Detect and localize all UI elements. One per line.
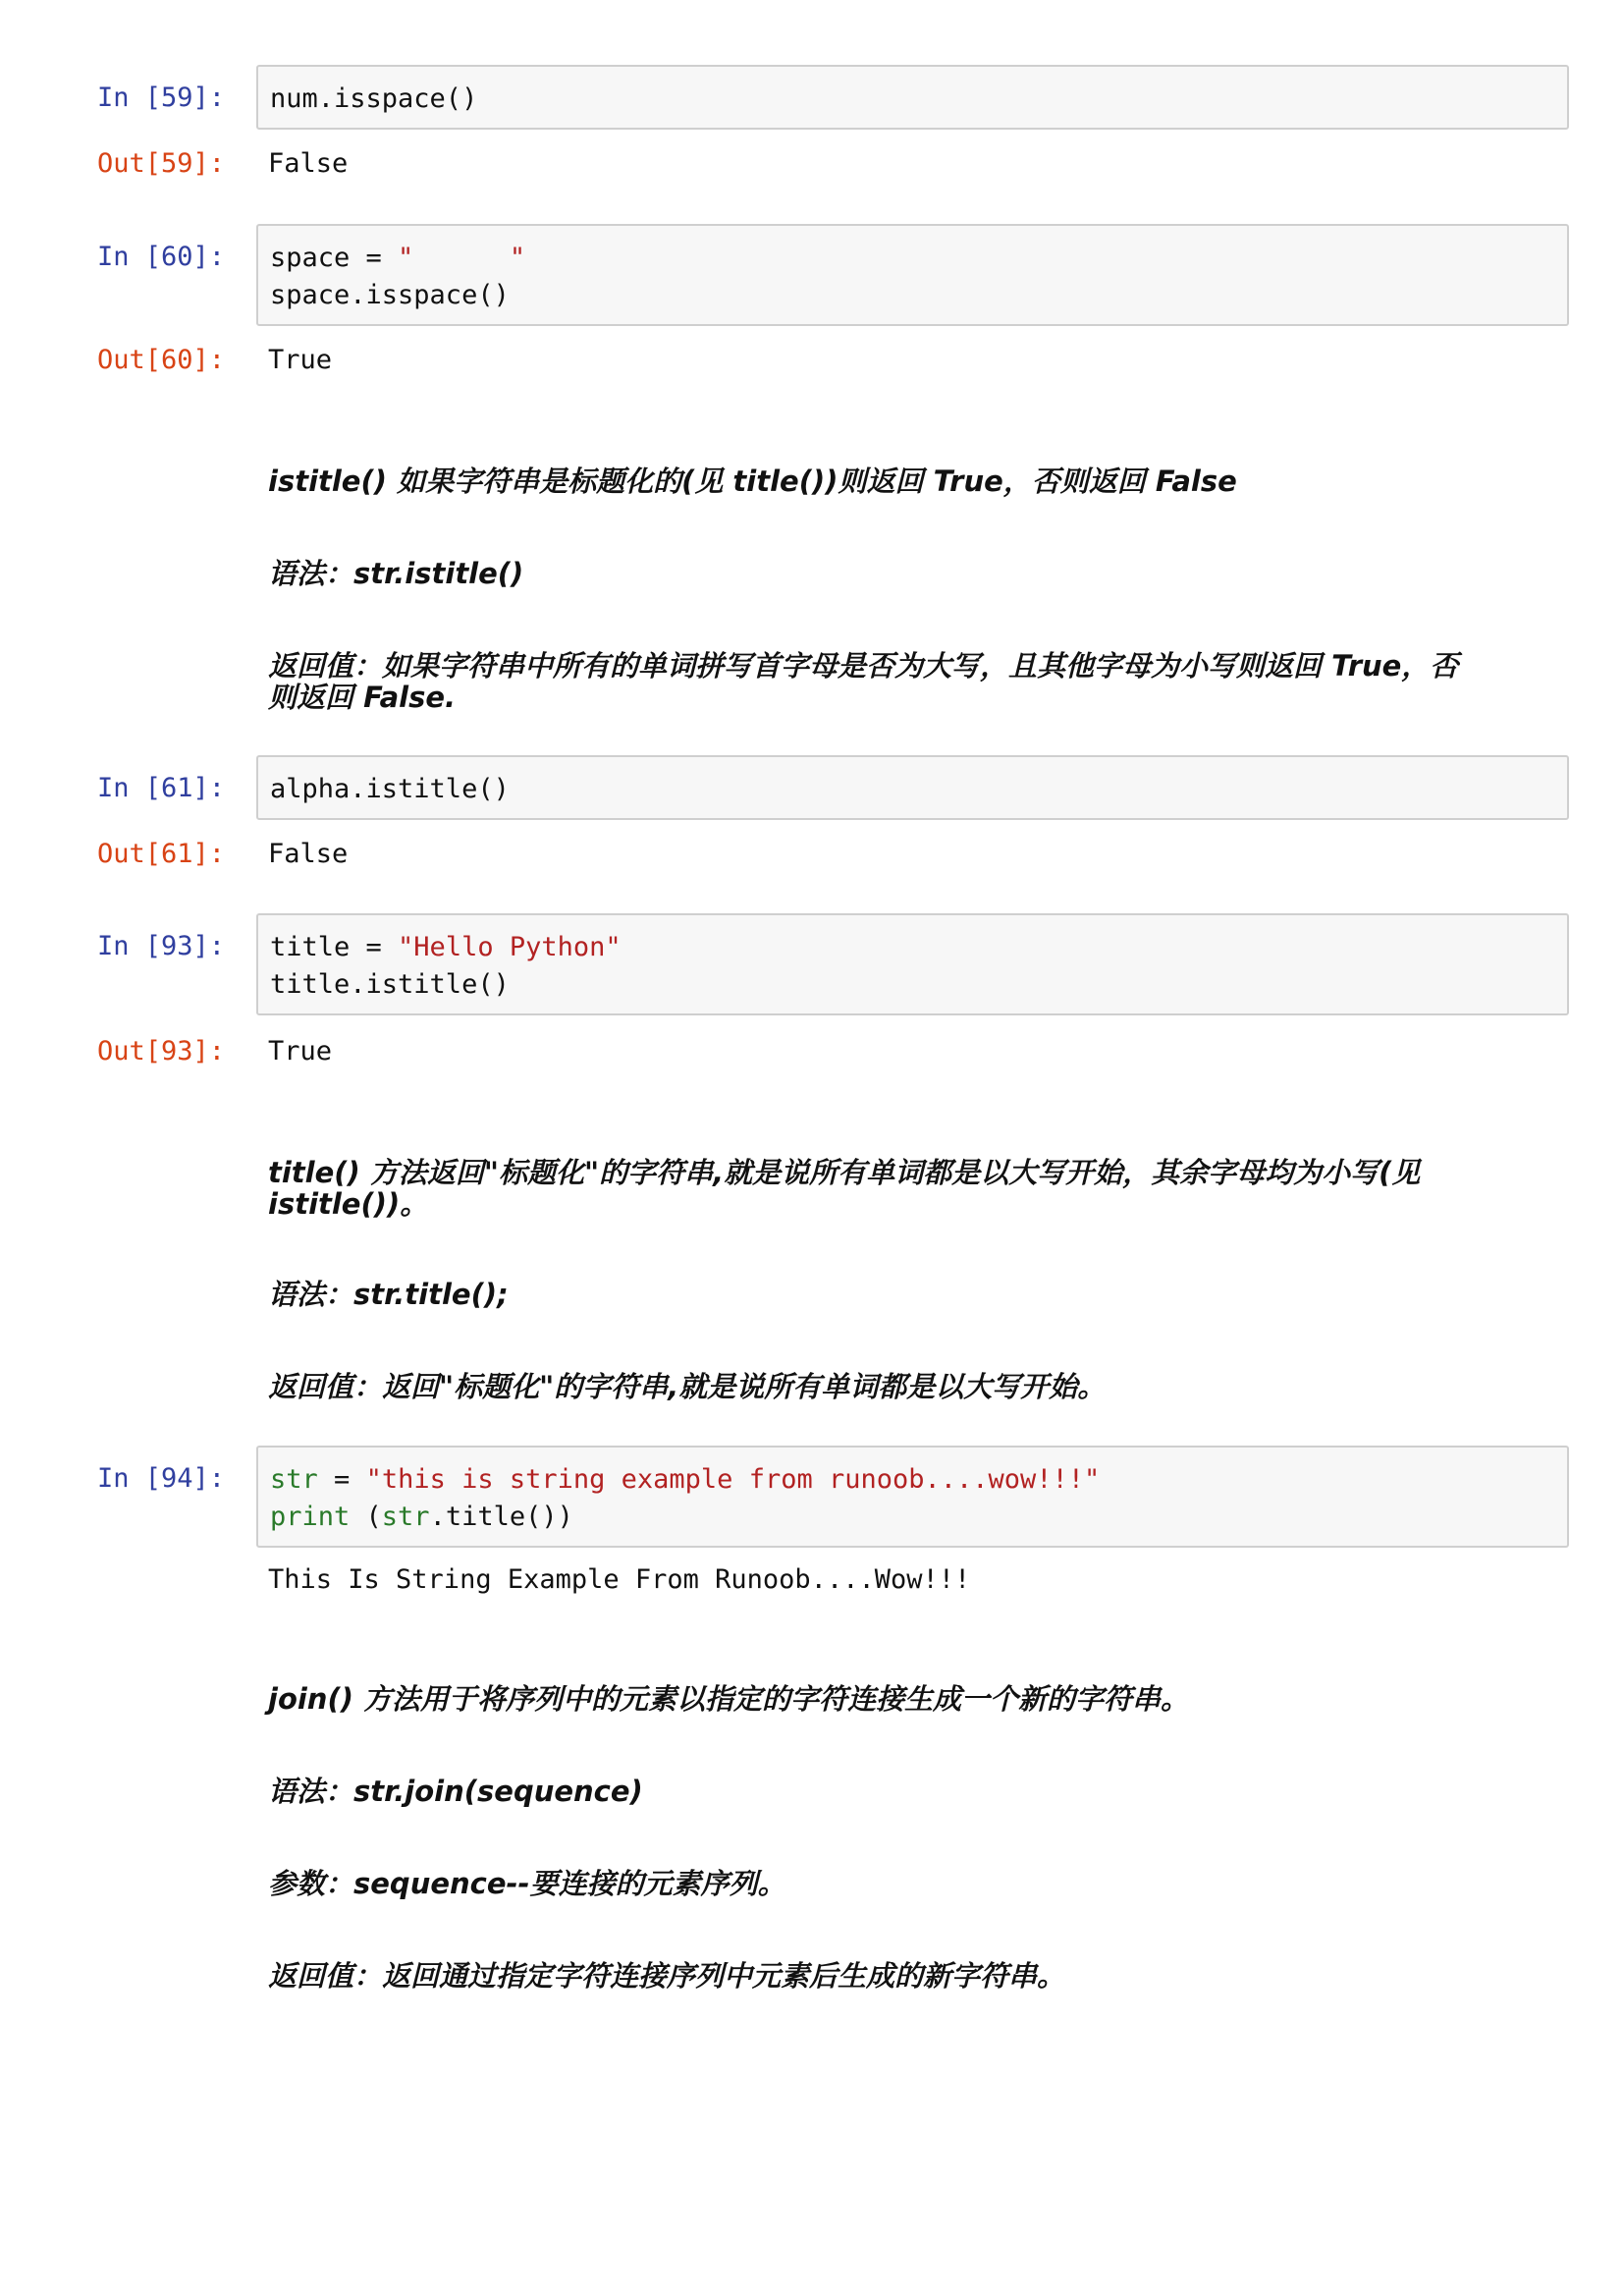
in-prompt: In [59]: <box>97 82 226 113</box>
code-cell[interactable] <box>256 913 1569 1015</box>
cell-output: False <box>268 148 349 179</box>
string-literal: "Hello Python" <box>398 932 622 962</box>
markdown-text: 参数：sequence--要连接的元素序列。 <box>268 1867 786 1900</box>
cell-output: False <box>268 839 349 869</box>
code-cell[interactable] <box>256 224 1569 326</box>
out-prompt: Out[93]: <box>97 1036 226 1066</box>
out-prompt: Out[60]: <box>97 345 226 375</box>
code-line <box>270 1499 1555 1536</box>
code-line: alpha.istitle() <box>270 774 510 804</box>
markdown-text: 语法：str.title(); <box>268 1278 509 1311</box>
code-line: title.istitle() <box>270 969 510 1000</box>
code-cell[interactable] <box>256 65 1569 130</box>
in-prompt: In [61]: <box>97 773 226 803</box>
in-prompt: In [60]: <box>97 242 226 272</box>
code-line: space.isspace() <box>270 280 510 310</box>
code-line: num.isspace() <box>270 83 478 114</box>
markdown-line: 返回值：如果字符串中所有的单词拼写首字母是否为大写，且其他字母为小写则返回 True，否 <box>268 649 1459 683</box>
in-prompt: In [94]: <box>97 1463 226 1494</box>
out-prompt: Out[61]: <box>97 839 226 869</box>
markdown-text: join() 方法用于将序列中的元素以指定的字符连接生成一个新的字符串。 <box>268 1682 1190 1716</box>
string-literal: " " <box>398 243 526 273</box>
markdown-line: title() 方法返回"标题化"的字符串,就是说所有单词都是以大写开始，其余字母均为小写(见 <box>268 1156 1421 1189</box>
markdown-text: 语法：str.istitle() <box>268 557 524 590</box>
markdown-line: istitle())。 <box>268 1187 429 1221</box>
cell-output: True <box>268 1036 333 1066</box>
markdown-text: 返回值：返回"标题化"的字符串,就是说所有单词都是以大写开始。 <box>268 1370 1107 1403</box>
code-cell[interactable] <box>256 755 1569 820</box>
markdown-line: 则返回 False. <box>268 681 457 714</box>
code-line <box>270 1461 1555 1499</box>
string-literal: "this is string example from runoob....wow!!!" <box>365 1464 1101 1495</box>
builtin-keyword: str <box>381 1502 430 1532</box>
code-text: space = <box>270 243 399 273</box>
markdown-text <box>268 1157 1544 1220</box>
cell-output: This Is String Example From Runoob....Wow!!! <box>268 1564 971 1595</box>
code-cell[interactable] <box>256 1446 1569 1548</box>
markdown-text <box>268 650 1544 713</box>
in-prompt: In [93]: <box>97 931 226 961</box>
builtin-keyword: print <box>270 1502 351 1532</box>
out-prompt: Out[59]: <box>97 148 226 179</box>
code-line <box>270 929 1555 966</box>
code-text: .title()) <box>429 1502 573 1532</box>
code-text: title = <box>270 932 399 962</box>
cell-output: True <box>268 345 333 375</box>
markdown-text: 语法：str.join(sequence) <box>268 1775 643 1808</box>
markdown-text: istitle() 如果字符串是标题化的(见 title())则返回 True，否则返回 False <box>268 465 1237 498</box>
code-line <box>270 240 1555 277</box>
code-text: = <box>317 1464 366 1495</box>
markdown-text: 返回值：返回通过指定字符连接序列中元素后生成的新字符串。 <box>268 1959 1066 1993</box>
builtin-keyword: str <box>270 1464 318 1495</box>
code-text: ( <box>350 1502 382 1532</box>
